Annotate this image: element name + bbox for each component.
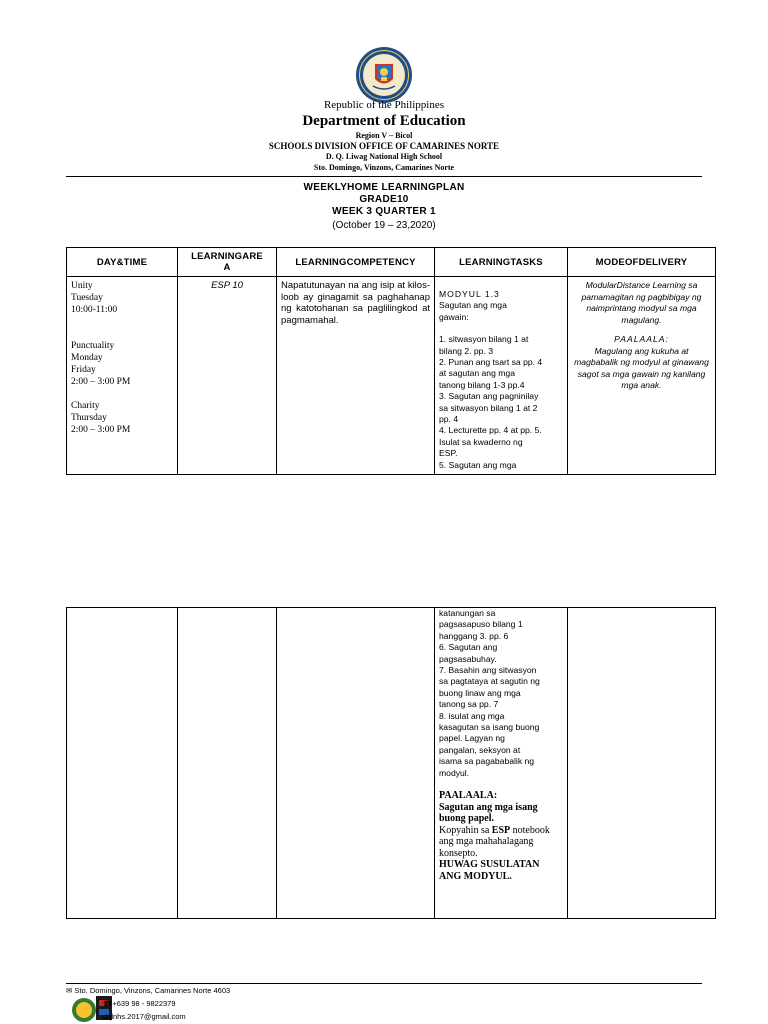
footer-email: dqlnhs.2017@gmail.com [103,1012,186,1021]
table-row [67,277,716,475]
task-line: katanungan sa [439,608,496,618]
col-header-competency: LEARNINGCOMPETENCY [277,248,435,277]
task-line: bilang 2. pp. 3 [439,345,493,356]
note-copy-esp: ESP [491,824,511,836]
tasks-cell-part2 [435,608,568,919]
schedule-tuesday: Tuesday [71,293,103,303]
task-line: 1. sitwasyon bilang 1 at [439,334,529,345]
mode-note-label: PAALAALA: [614,334,669,344]
task-line: papel. Lagyan ng [439,733,505,744]
footer-address [66,986,230,995]
note-copy [439,825,563,860]
school-name: D. Q. Liwag National High School [325,152,443,161]
learning-area-cell-continued [178,608,277,919]
task-line: pangalan, seksyon at [439,744,521,755]
task-line: tanong bilang 1-3 pp.4 [439,379,525,390]
header-divider [66,176,702,177]
tasks-cell-part1 [435,277,568,475]
mode-cell-continued [568,608,716,919]
competency-cell-continued [277,608,435,919]
plan-grade: GRADE10 [359,194,409,205]
division-text: SCHOOLS DIVISION OFFICE OF CAMARINES NORTE [268,141,500,151]
task-line: at sagutan ang mga [439,368,515,379]
note-copy-pre: Kopyahin sa [439,824,492,836]
note-copy-post: notebook ang mga mahahalagang konsepto. [439,824,550,859]
table-header-row [67,248,716,277]
competency-cell: Napatutunayan na ang isip at kilos-loob ay ginagamit sa paghahanap ng katotohanan sa paglilingkod at pagmamahal. [277,277,435,475]
task-line: ESP. [439,448,458,459]
footer-divider [66,983,702,984]
task-line: 6. Sagutan ang [439,642,498,653]
deped-seal-icon [355,46,413,104]
task-line: Isulat sa kwaderno ng [439,436,523,447]
task-line: 3. Sagutan ang pagninilay [439,391,539,402]
col-header-mode: MODEOFDELIVERY [568,248,716,277]
task-line: hanggang 3. pp. 6 [439,630,509,641]
schedule-monday: Monday [71,353,103,363]
task-line: 5. Sagutan ang mga [439,459,517,470]
learning-area-header-line1: LEARNINGARE [191,251,263,262]
note-answer-sheet: Sagutan ang mga isang buong papel. [439,801,538,825]
mode-cell [568,277,716,475]
schedule-cell [67,277,178,475]
phone-icon: ☎ [103,999,113,1008]
col-header-learning-area [178,248,277,277]
task-line: Sagutan ang mga [439,300,507,311]
mode-delivery-text: ModularDistance Learning sa pamamagitan ng pagbibigay ng naimprintang modyul sa mga magulang. [581,280,702,325]
task-line: kasagutan sa isang buong [439,722,540,733]
task-line: sa sitwasyon bilang 1 at 2 [439,402,538,413]
task-line: 4. Lecturette pp. 4 at pp. 5. [439,425,542,436]
col-header-tasks: LEARNINGTASKS [435,248,568,277]
task-line: sa pagtataya at sagutin ng [439,676,540,687]
plan-dates: (October 19 – 23,2020) [332,220,436,231]
task-line: buong linaw ang mga [439,687,521,698]
task-line: pagsasabuhay. [439,653,497,664]
task-line: pagsasapuso bilang 1 [439,619,523,630]
note-block [439,790,563,882]
schedule-time-2: 2:00 – 3:00 PM [71,377,131,387]
task-line [439,323,563,334]
schedule-punctuality: Punctuality [71,341,115,351]
schedule-friday: Friday [71,365,96,375]
task-line: 8. isulat ang mga [439,710,505,721]
table-row [67,608,716,919]
learning-plan-table [66,247,716,475]
task-line: MODYUL 1.3 [439,289,500,299]
note-label: PAALAALA: [439,790,498,802]
republic-text: Republic of the Philippines [323,99,445,111]
col-header-day-time: DAY&TIME [67,248,178,277]
plan-title: WEEKLYHOME LEARNINGPLAN [303,182,465,193]
note-warning: HUWAG SUSULATAN ANG MODYUL. [439,859,540,882]
task-line: gawain: [439,311,469,322]
schedule-time-1: 10:00-11:00 [71,305,118,315]
department-title: Department of Education [302,113,466,129]
region-text: Region V – Bicol [355,131,413,140]
schedule-time-3: 2:00 – 3:00 PM [71,425,131,435]
schedule-charity: Charity [71,401,100,411]
footer-address-text: Sto. Domingo, Vinzons, Camarines Norte 4603 [74,986,231,995]
task-line: tanong sa pp. 7 [439,699,499,710]
learning-area-header-line2: A [223,262,231,273]
footer-phone-text: +639 98 - 9822379 [112,999,176,1008]
envelope-icon: ✉ [66,986,73,995]
schedule-unity: Unity [71,281,93,291]
task-line: 7. Basahin ang sitwasyon [439,665,537,676]
task-line: modyul. [439,767,470,778]
school-address: Sto. Domingo, Vinzons, Camarines Norte [313,163,455,172]
learning-plan-table-continued [66,607,716,919]
plan-week: WEEK 3 QUARTER 1 [332,206,436,217]
task-line: 2. Punan ang tsart sa pp. 4 [439,357,543,368]
task-line: isama sa pagababalik ng [439,756,535,767]
mode-note-text: Magulang ang kukuha at magbabalik ng modyul at ginawang sagot sa mga gawain ng kanilang mga anak. [574,345,709,390]
schedule-thursday: Thursday [71,413,107,423]
learning-area-cell: ESP 10 [178,277,277,475]
task-line: pp. 4 [439,414,459,425]
schedule-cell-continued [67,608,178,919]
footer-phone [103,999,176,1008]
